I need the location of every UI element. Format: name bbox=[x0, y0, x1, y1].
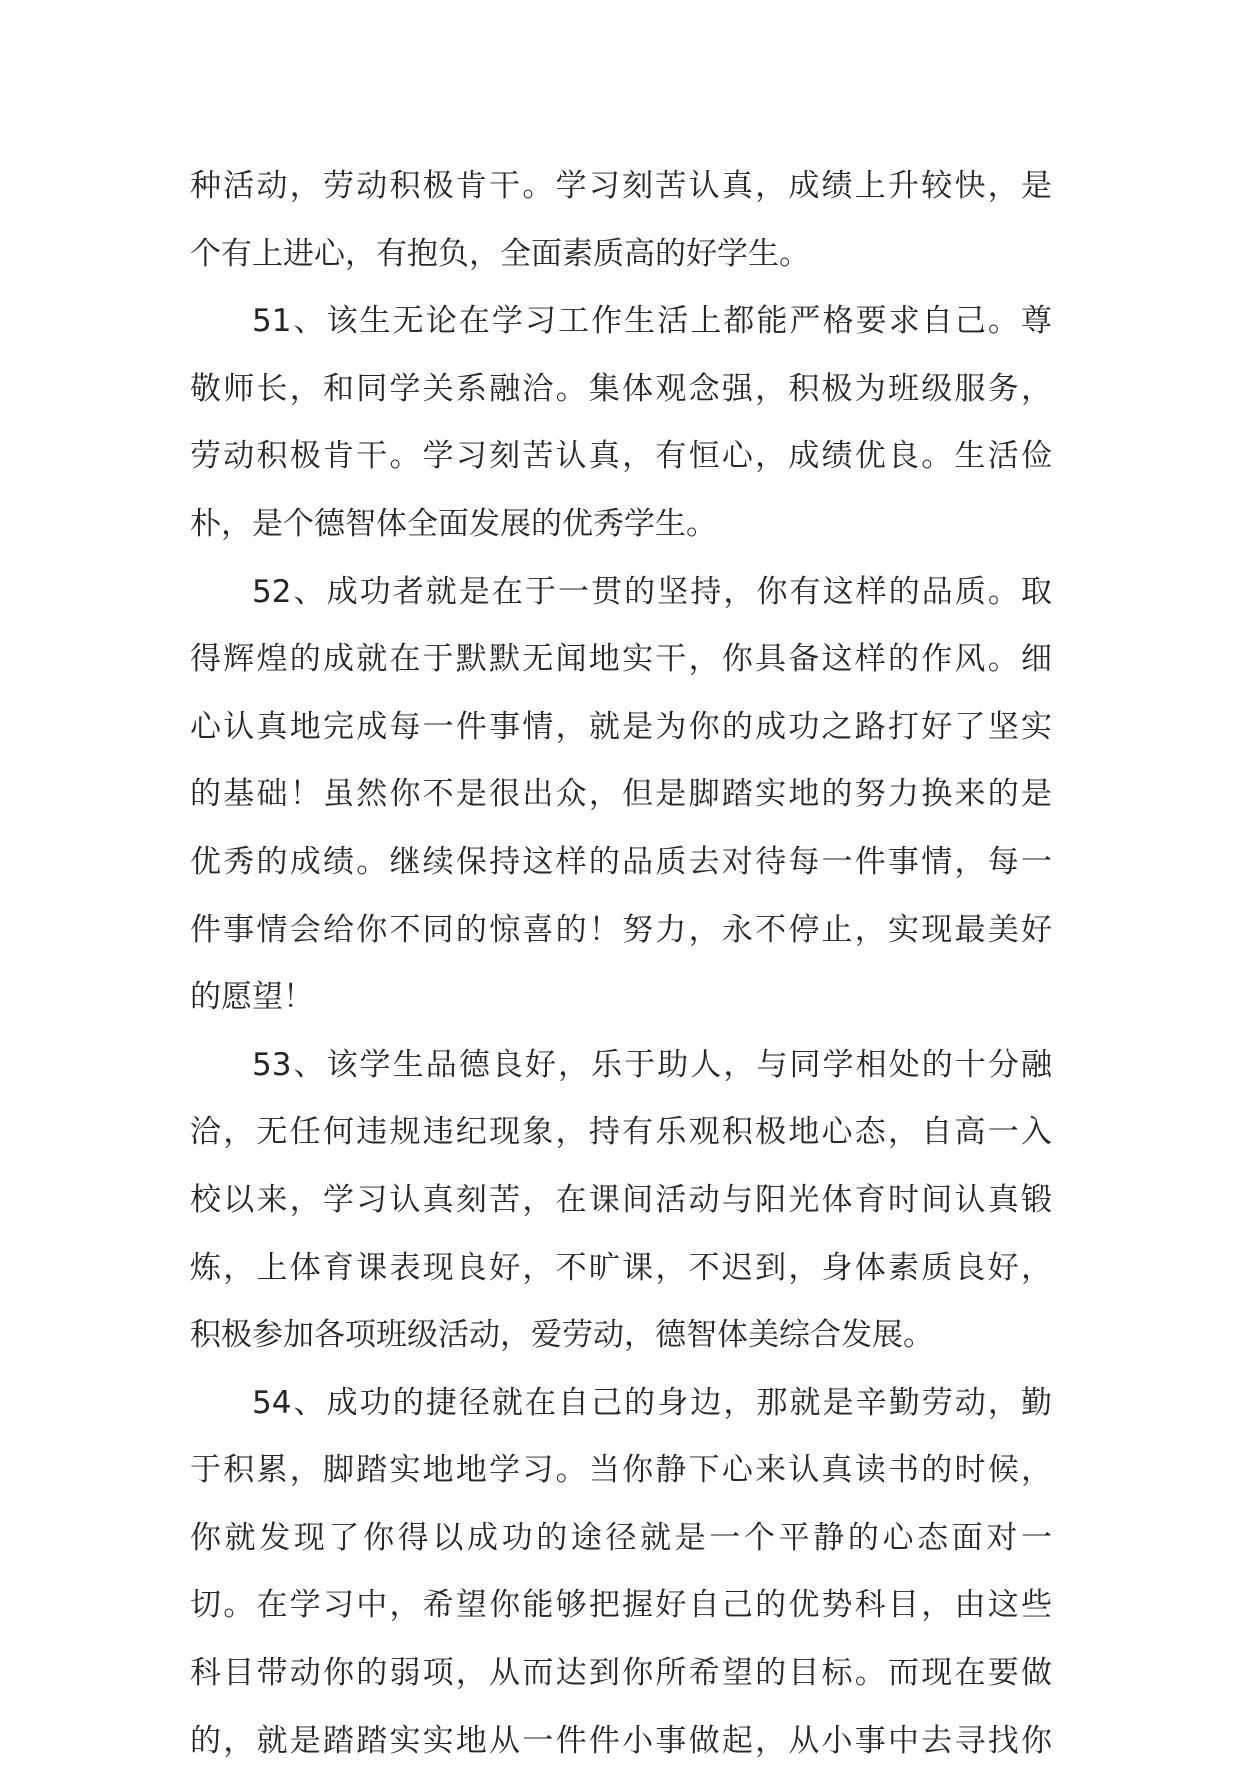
text-line: 洽，无任何违规违纪现象，持有乐观积极地心态，自高一入 bbox=[190, 1114, 1052, 1151]
text-line: 个有上进心，有抱负，全面素质高的好学生。 bbox=[190, 235, 810, 272]
text-line: 切。在学习中，希望你能够把握好自己的优势科目，由这些 bbox=[190, 1587, 1052, 1624]
text-line: 于积累，脚踏实地地学习。当你静下心来认真读书的时候， bbox=[190, 1452, 1052, 1489]
text-line: 科目带动你的弱项，从而达到你所希望的目标。而现在要做 bbox=[190, 1655, 1052, 1692]
text-line: 52、成功者就是在于一贯的坚持，你有这样的品质。取 bbox=[252, 573, 1052, 610]
text-line: 你就发现了你得以成功的途径就是一个平静的心态面对一 bbox=[190, 1519, 1052, 1556]
text-line: 的愿望！ bbox=[190, 979, 314, 1016]
text-line: 51、该生无论在学习工作生活上都能严格要求自己。尊 bbox=[252, 303, 1052, 340]
text-line: 54、成功的捷径就在自己的身边，那就是辛勤劳动，勤 bbox=[252, 1384, 1052, 1421]
text-line: 的基础！虽然你不是很出众，但是脚踏实地的努力换来的是 bbox=[190, 776, 1052, 813]
text-line: 53、该学生品德良好，乐于助人，与同学相处的十分融 bbox=[252, 1046, 1052, 1083]
text-line: 的，就是踏踏实实地从一件件小事做起，从小事中去寻找你 bbox=[190, 1722, 1052, 1759]
text-line: 敬师长，和同学关系融洽。集体观念强，积极为班级服务， bbox=[190, 370, 1052, 407]
text-line: 劳动积极肯干。学习刻苦认真，有恒心，成绩优良。生活俭 bbox=[190, 438, 1052, 475]
document-body bbox=[190, 156, 1052, 1778]
text-line: 校以来，学习认真刻苦，在课间活动与阳光体育时间认真锻 bbox=[190, 1181, 1052, 1218]
text-line: 种活动，劳动积极肯干。学习刻苦认真，成绩上升较快，是 bbox=[190, 168, 1052, 204]
text-line: 件事情会给你不同的惊喜的！努力，永不停止，实现最美好 bbox=[190, 911, 1052, 948]
text-line: 朴，是个德智体全面发展的优秀学生。 bbox=[190, 505, 717, 542]
text-line: 炼，上体育课表现良好，不旷课，不迟到，身体素质良好， bbox=[190, 1249, 1052, 1286]
text-line: 优秀的成绩。继续保持这样的品质去对待每一件事情，每一 bbox=[190, 843, 1052, 880]
text-line: 积极参加各项班级活动，爱劳动，德智体美综合发展。 bbox=[190, 1317, 934, 1354]
text-line: 心认真地完成每一件事情，就是为你的成功之路打好了坚实 bbox=[190, 708, 1052, 745]
text-line: 得辉煌的成就在于默默无闻地实干，你具备这样的作风。细 bbox=[190, 641, 1052, 678]
